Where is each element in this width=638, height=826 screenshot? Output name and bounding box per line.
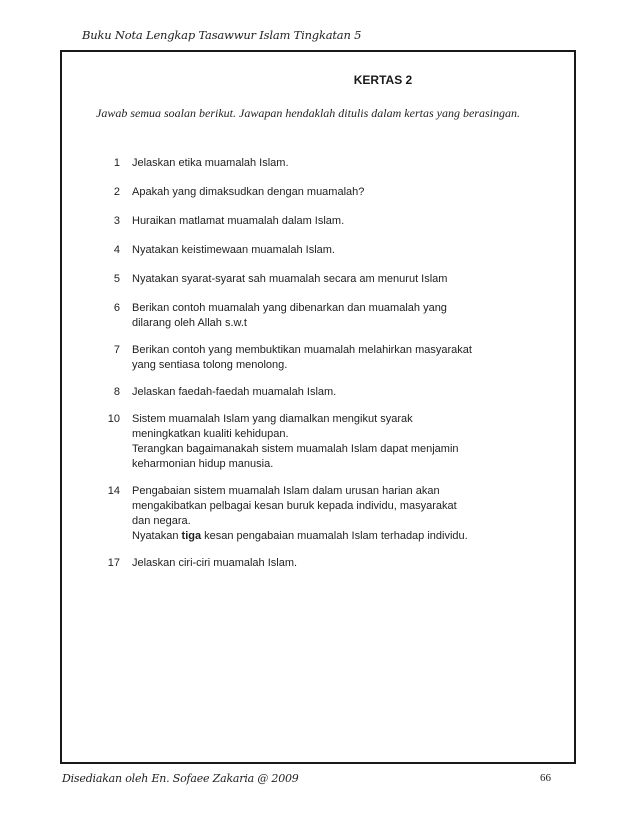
question-list: [98, 144, 528, 571]
question-item: [98, 185, 528, 200]
question-line: Terangkan bagaimanakah sistem muamalah Islam dapat menjamin: [132, 443, 459, 455]
question-line: Sistem muamalah Islam yang diamalkan mengikut syarak: [132, 413, 413, 425]
question-item: [98, 484, 528, 544]
question-text: [132, 214, 528, 229]
question-number: 14: [107, 485, 120, 497]
footer-credit: Disediakan oleh En. Sofaee Zakaria @ 2009: [62, 772, 299, 785]
question-line: Apakah yang dimaksudkan dengan muamalah?: [132, 186, 365, 198]
question-line: meningkatkan kualiti kehidupan.: [132, 428, 289, 440]
emphasis-word: tiga: [181, 530, 202, 542]
question-line-part: kesan pengabaian muamalah Islam terhadap individu.: [201, 530, 468, 542]
question-item: [98, 343, 528, 373]
question-line: Jelaskan ciri-ciri muamalah Islam.: [132, 557, 298, 569]
question-line: Jelaskan faedah-faedah muamalah Islam.: [132, 386, 337, 398]
question-line: Nyatakan keistimewaan muamalah Islam.: [132, 244, 335, 256]
question-line: dan negara.: [132, 515, 191, 527]
question-line: Nyatakan syarat-syarat sah muamalah secara am menurut Islam: [132, 273, 448, 285]
question-line: Berikan contoh yang membuktikan muamalah melahirkan masyarakat: [132, 344, 472, 356]
question-item: [98, 272, 528, 287]
page-number: 66: [540, 772, 551, 784]
question-line: Jelaskan etika muamalah Islam.: [132, 157, 289, 169]
question-line: Pengabaian sistem muamalah Islam dalam urusan harian akan: [132, 485, 440, 497]
question-number: 2: [113, 186, 120, 198]
question-item: [98, 556, 528, 571]
question-line: yang sentiasa tolong menolong.: [132, 359, 288, 371]
question-line: Berikan contoh muamalah yang dibenarkan dan muamalah yang: [132, 302, 447, 314]
question-line-part: Nyatakan: [132, 530, 182, 542]
question-number: 10: [107, 413, 120, 425]
question-number: 7: [113, 344, 120, 356]
question-item: [98, 156, 528, 171]
question-text: [132, 243, 528, 258]
question-item: [98, 243, 528, 258]
question-text: [132, 484, 528, 544]
running-header: Buku Nota Lengkap Tasawwur Islam Tingkatan 5: [82, 28, 362, 42]
question-number: 17: [107, 557, 120, 569]
question-number: 5: [113, 273, 120, 285]
question-text: [132, 185, 528, 200]
question-line: mengakibatkan pelbagai kesan buruk kepada individu, masyarakat: [132, 500, 457, 512]
question-item: [98, 385, 528, 400]
question-number: 8: [113, 386, 120, 398]
question-line: dilarang oleh Allah s.w.t: [132, 317, 247, 329]
question-item: [98, 214, 528, 229]
question-text: [132, 412, 528, 472]
question-text: [132, 156, 528, 171]
question-number: 6: [113, 302, 120, 314]
question-number: 1: [113, 157, 120, 169]
question-text: [132, 272, 528, 287]
question-text: [132, 301, 528, 331]
question-text: [132, 556, 528, 571]
question-frame: [60, 50, 576, 764]
question-number: 4: [113, 244, 120, 256]
question-text: [132, 385, 528, 400]
question-item: [98, 412, 528, 472]
question-line: [132, 529, 528, 544]
question-item: [98, 301, 528, 331]
question-text: [132, 343, 528, 373]
instruction-text: Jawab semua soalan berikut. Jawapan hendaklah ditulis dalam kertas yang berasingan.: [96, 106, 520, 120]
question-line: Huraikan matlamat muamalah dalam Islam.: [132, 215, 345, 227]
question-number: 3: [113, 215, 120, 227]
question-line: keharmonian hidup manusia.: [132, 458, 274, 470]
paper-title: KERTAS 2: [353, 73, 413, 87]
